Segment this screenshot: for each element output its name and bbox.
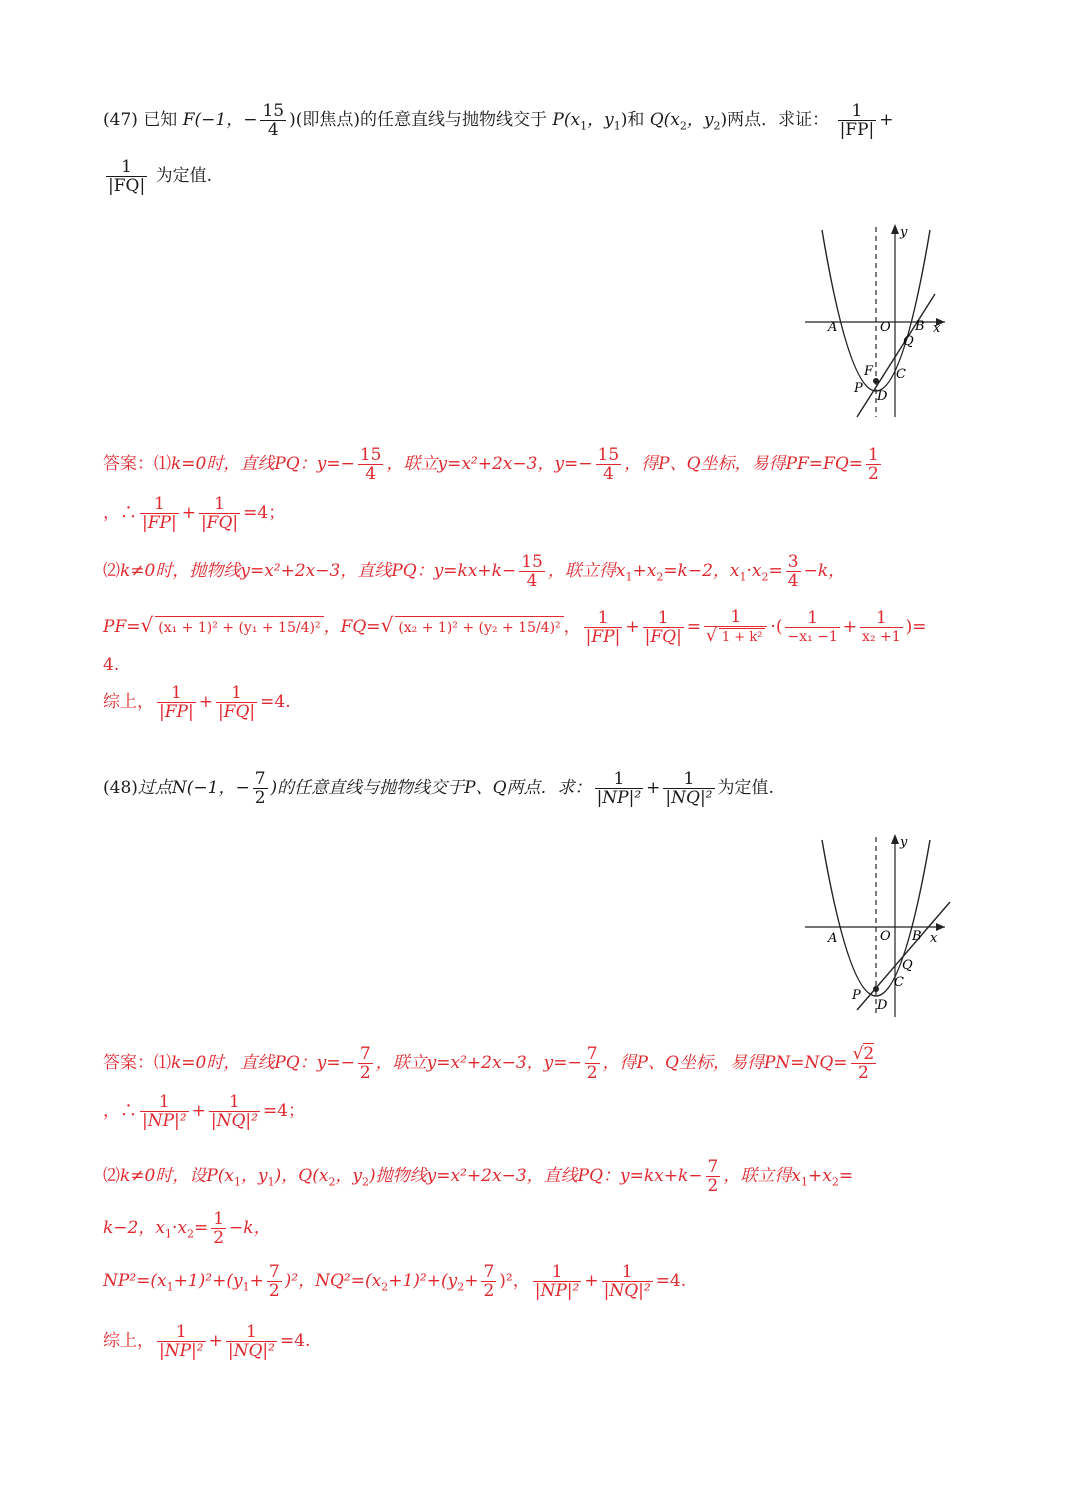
denominator: 4 [787,571,799,591]
text: =k−2，x [663,561,740,581]
denominator: 2 [213,1228,225,1248]
fraction [260,102,286,139]
text: )抛物线y=x²+2x−3，直线PQ：y=kx+k− [369,1166,703,1186]
denominator: |FQ| [200,513,239,533]
fraction [106,158,147,195]
numerator: 1 [785,609,839,628]
text: 综上， [103,1331,154,1351]
numerator: 7 [359,1044,371,1064]
numerator: 1 [643,609,684,628]
text: )，Q(x [274,1166,329,1186]
numerator: 1 [157,1323,206,1342]
denominator: 2 [359,1063,371,1083]
denominator: 2 [254,788,266,808]
text: 4. [103,655,120,675]
y-axis-arrow-icon [891,224,899,234]
numerator: 15 [359,445,382,465]
denominator: 4 [267,120,279,140]
problem-47-statement: (47) 已知 F(−1，− $\frac{15}{4}$ )(即焦点)的任意直线与抛物线交于 $P(x_1$，$y_1$)和 $Q(x_2$，$y_2$)两点．求证： $\frac{1}{|FP|}$ + [103,101,894,140]
text: k−2，x [103,1218,165,1238]
fraction [866,446,881,483]
fraction [595,770,644,807]
label-d: D [877,389,888,404]
answer-47-line-1 [103,446,884,483]
text: + [249,1271,264,1291]
text: + [464,1271,479,1291]
fraction [211,1210,226,1247]
denominator: 2 [586,1063,598,1083]
fraction [358,1045,373,1082]
text: =4； [243,503,286,523]
fraction [253,770,268,807]
text: k=0时，直线PQ：y=− [171,454,355,474]
denominator: −x₁ −1 [787,629,838,645]
denominator: |NQ|² [227,1341,275,1361]
text: =4. [260,692,291,712]
text: = [768,561,783,581]
fraction [519,553,545,590]
line-pq [857,902,950,1010]
text: = [193,1218,209,1238]
numerator: 1 [213,1209,225,1229]
denominator: 4 [365,464,377,484]
denominator: x₂ +1 [862,629,901,645]
numerator: 7 [707,1157,719,1177]
numerator: 15 [262,101,285,121]
text: ·x [171,1218,187,1238]
fraction [704,608,767,647]
answer-48-line-3: ⑵k≠0时，设$P(x_1$，$y_1$)，$Q(x_2$，$y_2$)抛物线y=x²+2x−3，直线PQ：y=kx+k− $\frac{7}{2}$ ，联立得$x_1+x_2=$ [103,1157,854,1196]
label-q: Q [903,334,914,349]
answer-label: 答案：⑴ [103,454,171,474]
denominator: 2 [707,1176,719,1196]
fraction [785,609,839,646]
radicand: (x₂ + 1)² + (y₂ + 15/4)² [395,616,563,639]
numerator: 1 [106,158,147,177]
label-f: F [864,364,874,379]
fraction [209,1093,260,1130]
text: 已知 [143,110,178,130]
text: )(即焦点)的任意直线与抛物线交于 [289,110,547,130]
fraction [481,1263,496,1300]
label-x: x [930,931,938,946]
numerator: 1 [199,495,240,514]
text: ，y [686,110,714,130]
fraction [860,609,903,646]
text: k≠0时，抛物线y=x²+2x−3，直线PQ：y=kx+k− [120,561,517,581]
fraction [596,446,622,483]
text: = [686,617,702,637]
text: +x [632,561,657,581]
denominator: |NP|² [596,788,642,808]
problem-number: (47) [103,110,138,130]
denominator: |FQ| [644,627,682,647]
fraction [140,495,179,532]
text: )= [905,617,927,637]
text: k≠0时，设P(x [120,1166,235,1186]
text: 为定值. [717,778,774,798]
x-axis-arrow-icon [936,923,945,931]
fraction [643,609,684,646]
denominator: |NQ|² [603,1281,651,1301]
text: 为定值. [155,166,212,186]
numerator: 1 [602,1263,653,1282]
denominator: √ 1 + k² [704,627,767,647]
label-b: B [912,929,922,944]
fraction [851,1045,877,1082]
numerator: 3 [787,552,799,572]
label-y: y [900,835,908,850]
label-p: P [852,988,861,1003]
numerator: 1 [226,1323,277,1342]
fraction [358,446,384,483]
numerator: 1 [140,1093,189,1112]
text: )和 [620,110,645,130]
answer-48-line-1 [103,1045,879,1082]
fraction [157,1323,206,1360]
numerator: 1 [838,102,877,121]
denominator: 4 [526,571,538,591]
label-c: C [894,975,904,990]
point-q: Q(x [649,110,680,130]
fraction [585,1045,600,1082]
denominator: |NP|² [534,1281,580,1301]
case-label: ⑵ [103,561,120,581]
label-b: B [915,319,925,334]
denominator: |NP|² [159,1341,204,1361]
text: −k， [803,561,846,581]
denominator: 2 [857,1063,869,1083]
text: k=0时，直线PQ：y=− [171,1053,355,1073]
numerator: 7 [254,769,266,789]
answer-48-line-5: $NP^2=(x_1+1)^2+(y_1+$ $\frac{7}{2}$ )²，$NQ^2=(x_2+1)^2+(y_2+$ $\frac{7}{2}$ )²， $\frac{1}{\text{|NP|²}}$ + $\frac{1}{\text{|NQ|²}} =4$. [103,1262,687,1301]
text: ，得P、Q坐标，易得PF=FQ= [624,454,864,474]
case-label: ⑵ [103,1166,120,1186]
answer-47-line-2: ，∴ $\frac{1}{|FP|}$ + $\frac{1}{|FQ|} =4$； [103,494,286,533]
numerator: 15 [597,445,620,465]
denominator: |FQ| [217,702,256,722]
label-y: y [900,225,908,240]
fraction [786,553,801,590]
label-o: O [880,320,891,335]
parabola-graph-1 [800,222,960,422]
problem-number: (48) [103,778,138,798]
text: −k， [229,1218,271,1238]
fraction [199,495,240,532]
answer-47-summary: 综上， $\frac{1}{|FP|}$ + $\frac{1}{|FQ|} =4$. [103,683,291,722]
text: )²，NQ²=(x [284,1271,382,1291]
denominator: |NQ|² [665,788,713,808]
denominator: 2 [483,1281,495,1301]
point-f: F(−1，− [182,110,258,130]
parabola-graph-2 [800,832,960,1022]
label-a: A [828,931,838,946]
text: ，∴ [103,503,137,523]
radicand: (x₁ + 1)² + (y₁ + 15/4)² [155,616,323,639]
text: ，∴ [103,1101,137,1121]
fraction [226,1323,277,1360]
answer-label: 答案：⑴ [103,1053,171,1073]
denominator: 2 [268,1281,280,1301]
answer-47-line-4: PF=√ (x₁ + 1)² + (y₁ + 15/4)² ，FQ=√ (x₂ + 1)² + (y₂ + 15/4)² ， $\frac{1}{|FP|}$ + $\frac{1}{|FQ|}$ = $\frac{1}{\text{√ 1 + k²}}$ ·( $\frac{1}{\text{−x₁ −1}}$ + $\frac{1}{\text{x₂ +1}}$ )= [103,607,927,647]
text: )²， [499,1271,530,1291]
answer-47-line-3: ⑵k≠0时，抛物线y=x²+2x−3，直线PQ：y=kx+k− $\frac{15}{4}$ ，联立得$x_1+x_2=k-2$，$x_1\cdot x_2=$ $\frac{3}{4}$ −k， [103,552,846,591]
denominator: 2 [868,464,879,484]
numerator: 1 [157,684,196,703]
text: ，y [335,1166,363,1186]
numerator: 7 [586,1044,598,1064]
numerator: 1 [584,609,623,628]
fraction [140,1093,189,1130]
text: )两点．求证： [720,110,830,130]
fraction [602,1263,653,1300]
denominator: |FP| [142,513,177,533]
answer-48-summary: 综上， $\frac{1}{\text{|NP|²}}$ + $\frac{1}{\text{|NQ|²}} =4$. [103,1322,311,1361]
plus: + [879,110,894,130]
text: =4； [262,1101,305,1121]
numerator: 1 [216,684,257,703]
radicand: 1 + k² [719,628,766,647]
fraction [216,684,257,721]
text: 综上， [103,692,154,712]
numerator: 15 [521,552,543,572]
point-marker [873,986,879,992]
denominator: |FQ| [108,176,146,196]
fraction [267,1263,282,1300]
fraction [838,102,877,139]
numerator: √2 [852,1044,875,1064]
numerator: 1 [140,495,179,514]
answer-48-line-4: k−2，$x_1\cdot x_2=$ $\frac{1}{2}$ −k， [103,1209,271,1248]
line-pq [857,294,935,417]
y-axis-arrow-icon [891,834,899,844]
denominator: |FP| [839,120,875,140]
fraction [533,1263,582,1300]
text: ，联立y=x²+2x−3，y=− [375,1053,582,1073]
text: NP²=(x [103,1271,167,1291]
label-o: O [880,929,891,944]
point-p: P(x [552,110,581,130]
text: +x [807,1166,832,1186]
text: ，y [587,110,614,130]
denominator: |NP|² [142,1111,187,1131]
text: =4. [279,1331,311,1351]
fraction [706,1158,721,1195]
text: ，联立y=x²+2x−3，y=− [386,454,593,474]
answer-47-line-5 [103,654,119,676]
label-c: C [896,367,906,382]
numerator: 1 [209,1093,260,1112]
numerator: 1 [595,770,644,789]
text: ·( [770,617,783,637]
denominator: |FP| [585,627,621,647]
text: ，FQ= [323,617,381,637]
point-marker [873,378,879,384]
text: ，联立得x [547,561,626,581]
text: +1)²+(y [173,1271,243,1291]
problem-48-statement: (48)过点N(−1，− $\frac{7}{2}$ )的任意直线与抛物线交于P、Q两点．求： $\frac{1}{\text{|NP|²}}$ + $\frac{1}{\text{|NQ|²}}$ 为定值. [103,769,774,808]
label-q: Q [902,958,913,973]
text: 过点N(−1，− [137,778,250,798]
label-a: A [828,320,838,335]
problem-47-statement-cont [103,158,212,195]
denominator: |NQ|² [210,1111,258,1131]
text: = [838,1166,854,1186]
numerator: 1 [868,445,879,465]
label-d: D [877,998,888,1013]
radicand: 2 [863,1044,875,1064]
answer-48-line-2: ，∴ $\frac{1}{\text{|NP|²}}$ + $\frac{1}{\text{|NQ|²}} =4$； [103,1092,305,1131]
text: )的任意直线与抛物线交于P、Q两点．求： [270,778,592,798]
fraction [584,609,623,646]
numerator: 7 [268,1262,280,1282]
numerator: 1 [663,770,714,789]
text: +1)²+(y [388,1271,458,1291]
text: ，得P、Q坐标，易得PN=NQ= [602,1053,848,1073]
denominator: |FP| [159,702,194,722]
text: ，y [241,1166,268,1186]
numerator: 1 [860,609,903,628]
numerator: 1 [533,1263,582,1282]
numerator: 7 [483,1262,495,1282]
text: PF= [103,617,141,637]
denominator: 4 [602,464,614,484]
text: =4. [655,1271,687,1291]
text: ，联立得x [723,1166,801,1186]
label-p: P [854,381,863,396]
fraction [157,684,196,721]
text: ·x [746,561,762,581]
fraction [663,770,714,807]
numerator: 1 [704,608,767,627]
label-x: x [933,321,941,336]
